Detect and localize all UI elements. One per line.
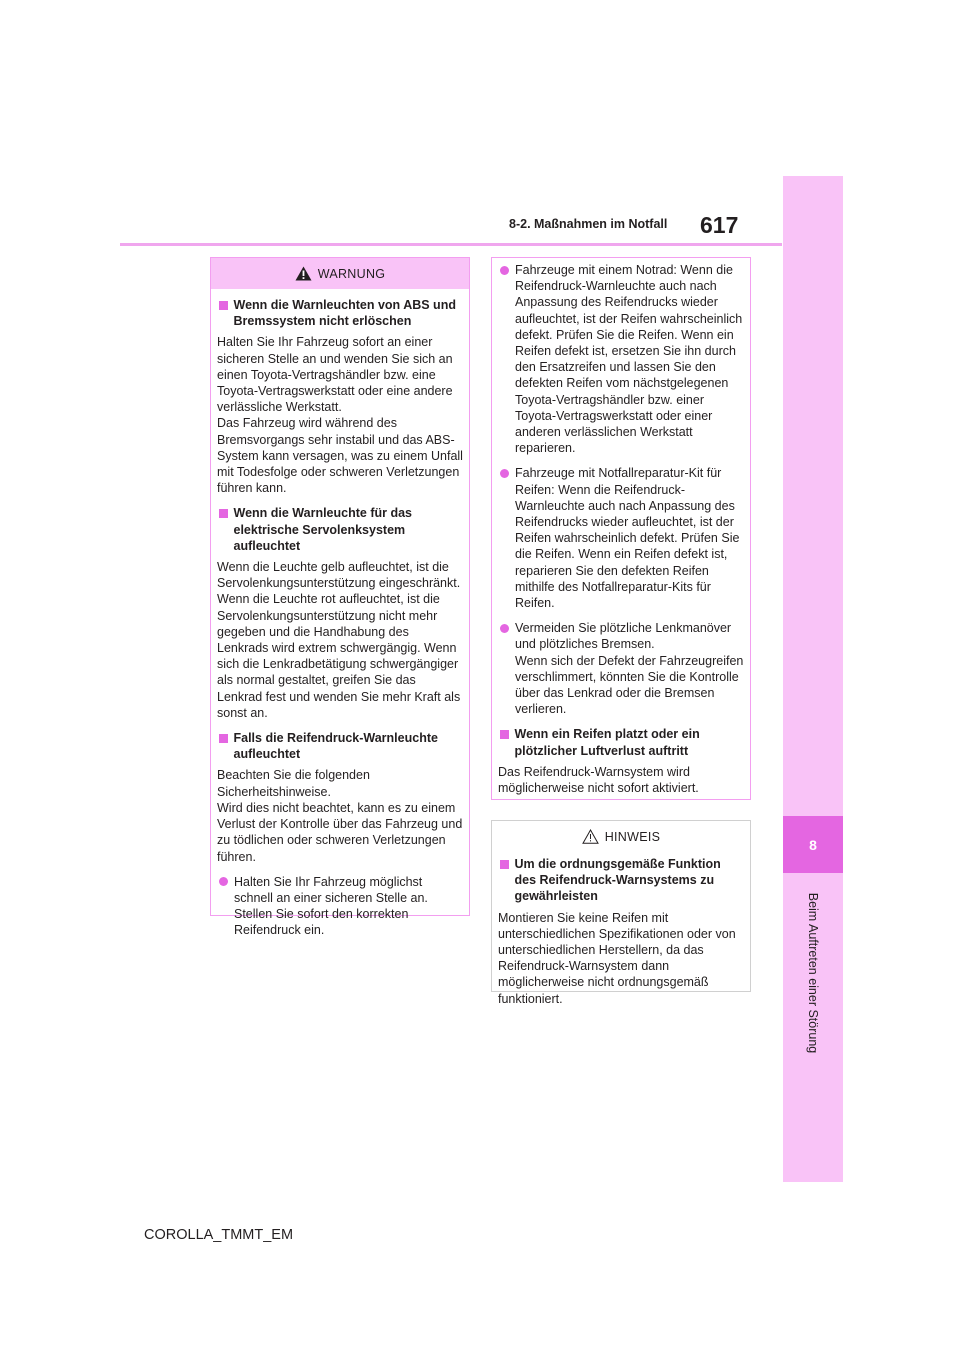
warning-box-header	[211, 258, 469, 289]
warning-heading-abs	[217, 297, 463, 329]
warning-continued-body	[492, 258, 750, 796]
warning-triangle-icon	[295, 266, 312, 281]
warning-text-eps: Wenn die Leuchte gelb aufleuchtet, ist die Servolenkungsunterstützung eingeschränkt. Wenn die Leuchte rot aufleuchtet, ist die Servolenkungsunterstützung nicht mehr gegeben und die Handhabung des Lenkrads wird extrem schwergängig. Wenn sich die Lenkradbetätigung schwergängiger als normal gestaltet, greifen Sie das Lenkrad fest und wenden Sie mehr Kraft als sonst an.	[217, 560, 461, 720]
note-box-header	[492, 821, 750, 852]
warning-box-continued	[491, 257, 751, 800]
square-bullet-icon	[500, 860, 509, 869]
warning-text-abs: Halten Sie Ihr Fahrzeug sofort an einer sicheren Stelle an und wenden Sie sich an einen Toyota-Vertragshändler bzw. eine Toyota-Vertragswerkstatt oder eine andere verlässliche Werkstatt. Das Fahrzeug wird während des Bremsvorgangs sehr instabil und das ABS-System kann versagen, was zu einem Unfall mit Todesfolge oder schweren Verletzungen führen kann.	[217, 335, 463, 496]
caution-triangle-icon	[582, 829, 599, 844]
square-bullet-icon	[500, 730, 509, 739]
note-heading-text: Um die ordnungsgemäße Funktion des Reifendruck-Warnsystems zu gewährleisten	[514, 857, 721, 904]
chapter-title-text: Beim Auftreten einer Störung	[806, 892, 820, 1054]
note-heading	[498, 856, 744, 905]
square-bullet-icon	[219, 301, 228, 310]
round-bullet-icon	[500, 266, 509, 275]
list-item	[498, 620, 744, 717]
round-bullet-icon	[500, 469, 509, 478]
warning-box	[210, 257, 470, 938]
warning-heading-eps-text: Wenn die Warnleuchte für das elektrische Servolenksystem aufleuchtet	[233, 506, 412, 553]
warning-heading-tpws	[217, 730, 463, 762]
warning-text-puncture: Das Reifendruck-Warnsystem wird möglicherweise nicht sofort aktiviert.	[498, 764, 699, 796]
section-title: 8-2. Maßnahmen im Notfall	[509, 217, 668, 231]
round-bullet-icon	[500, 624, 509, 633]
warning-heading-eps	[217, 505, 463, 554]
warning-heading-puncture	[498, 726, 744, 758]
warning-heading-puncture-text: Wenn ein Reifen platzt oder ein plötzlicher Luftverlust auftritt	[514, 727, 700, 758]
warning-box-title: WARNUNG	[317, 266, 386, 281]
warning-heading-tpws-text: Falls die Reifendruck-Warnleuchte aufleuchtet	[233, 731, 438, 762]
list-item	[217, 874, 463, 939]
note-text: Montieren Sie keine Reifen mit unterschiedlichen Spezifikationen oder von unterschiedlichen Herstellern, da das Reifendruck-Warnsystem dann möglicherweise nicht ordnungsgemäß funktioniert.	[498, 910, 736, 1006]
header-rule	[120, 243, 782, 246]
list-item-text: Vermeiden Sie plötzliche Lenkmanöver und plötzliches Bremsen. Wenn sich der Defekt der Fahrzeugreifen verschlimmert, könnten Sie die Kontrolle über das Lenkrad oder die Bremsen verlieren.	[515, 621, 744, 717]
warning-heading-abs-text: Wenn die Warnleuchten von ABS und Bremssystem nicht erlöschen	[233, 298, 456, 329]
chapter-title	[803, 882, 823, 1064]
list-item-text: Halten Sie Ihr Fahrzeug möglichst schnell an einer sicheren Stelle an. Stellen Sie sofort den korrekten Reifendruck ein.	[234, 874, 428, 938]
list-item	[498, 465, 744, 611]
page-number: 617	[700, 212, 739, 238]
warning-box-body	[211, 289, 469, 939]
list-item	[498, 262, 744, 456]
square-bullet-icon	[219, 734, 228, 743]
note-box-body	[492, 852, 750, 1007]
chapter-number: 8	[783, 816, 843, 873]
round-bullet-icon	[219, 877, 228, 886]
list-item-text: Fahrzeuge mit Notfallreparatur-Kit für Reifen: Wenn die Reifendruck-Warnleuchte auch nach Anpassung des Reifendrucks wieder aufleuchtet, ist der Reifen wahrscheinlich defekt. Prüfen Sie die Reifen. Wenn ein Reifen defekt ist, reparieren Sie den defekten Reifen mithilfe des Notfallreparatur-Kits für Reifen.	[515, 466, 740, 611]
square-bullet-icon	[219, 509, 228, 518]
list-item-text: Fahrzeuge mit einem Notrad: Wenn die Reifendruck-Warnleuchte auch nach Anpassung des Reifendrucks wieder aufleuchtet, ist der Reifen wahrscheinlich defekt. Prüfen Sie die Reifen. Wenn ein Reifen defekt ist, ersetzen Sie ihn durch den Ersatzreifen und lassen Sie den defekten Reifen vom nächstgelegenen Toyota-Vertragshändler bzw. einer Toyota-Vertragswerkstatt oder einer anderen verlässlichen Werkstatt reparieren.	[515, 263, 743, 456]
note-box	[491, 820, 751, 1006]
note-box-title: HINWEIS	[604, 829, 661, 844]
warning-text-tpws: Beachten Sie die folgenden Sicherheitshinweise. Wird dies nicht beachtet, kann es zu einem Verlust der Kontrolle über das Fahrzeug und zu tödlichen oder schweren Verletzungen führen.	[217, 768, 463, 864]
footer-code: COROLLA_TMMT_EM	[144, 1227, 294, 1243]
